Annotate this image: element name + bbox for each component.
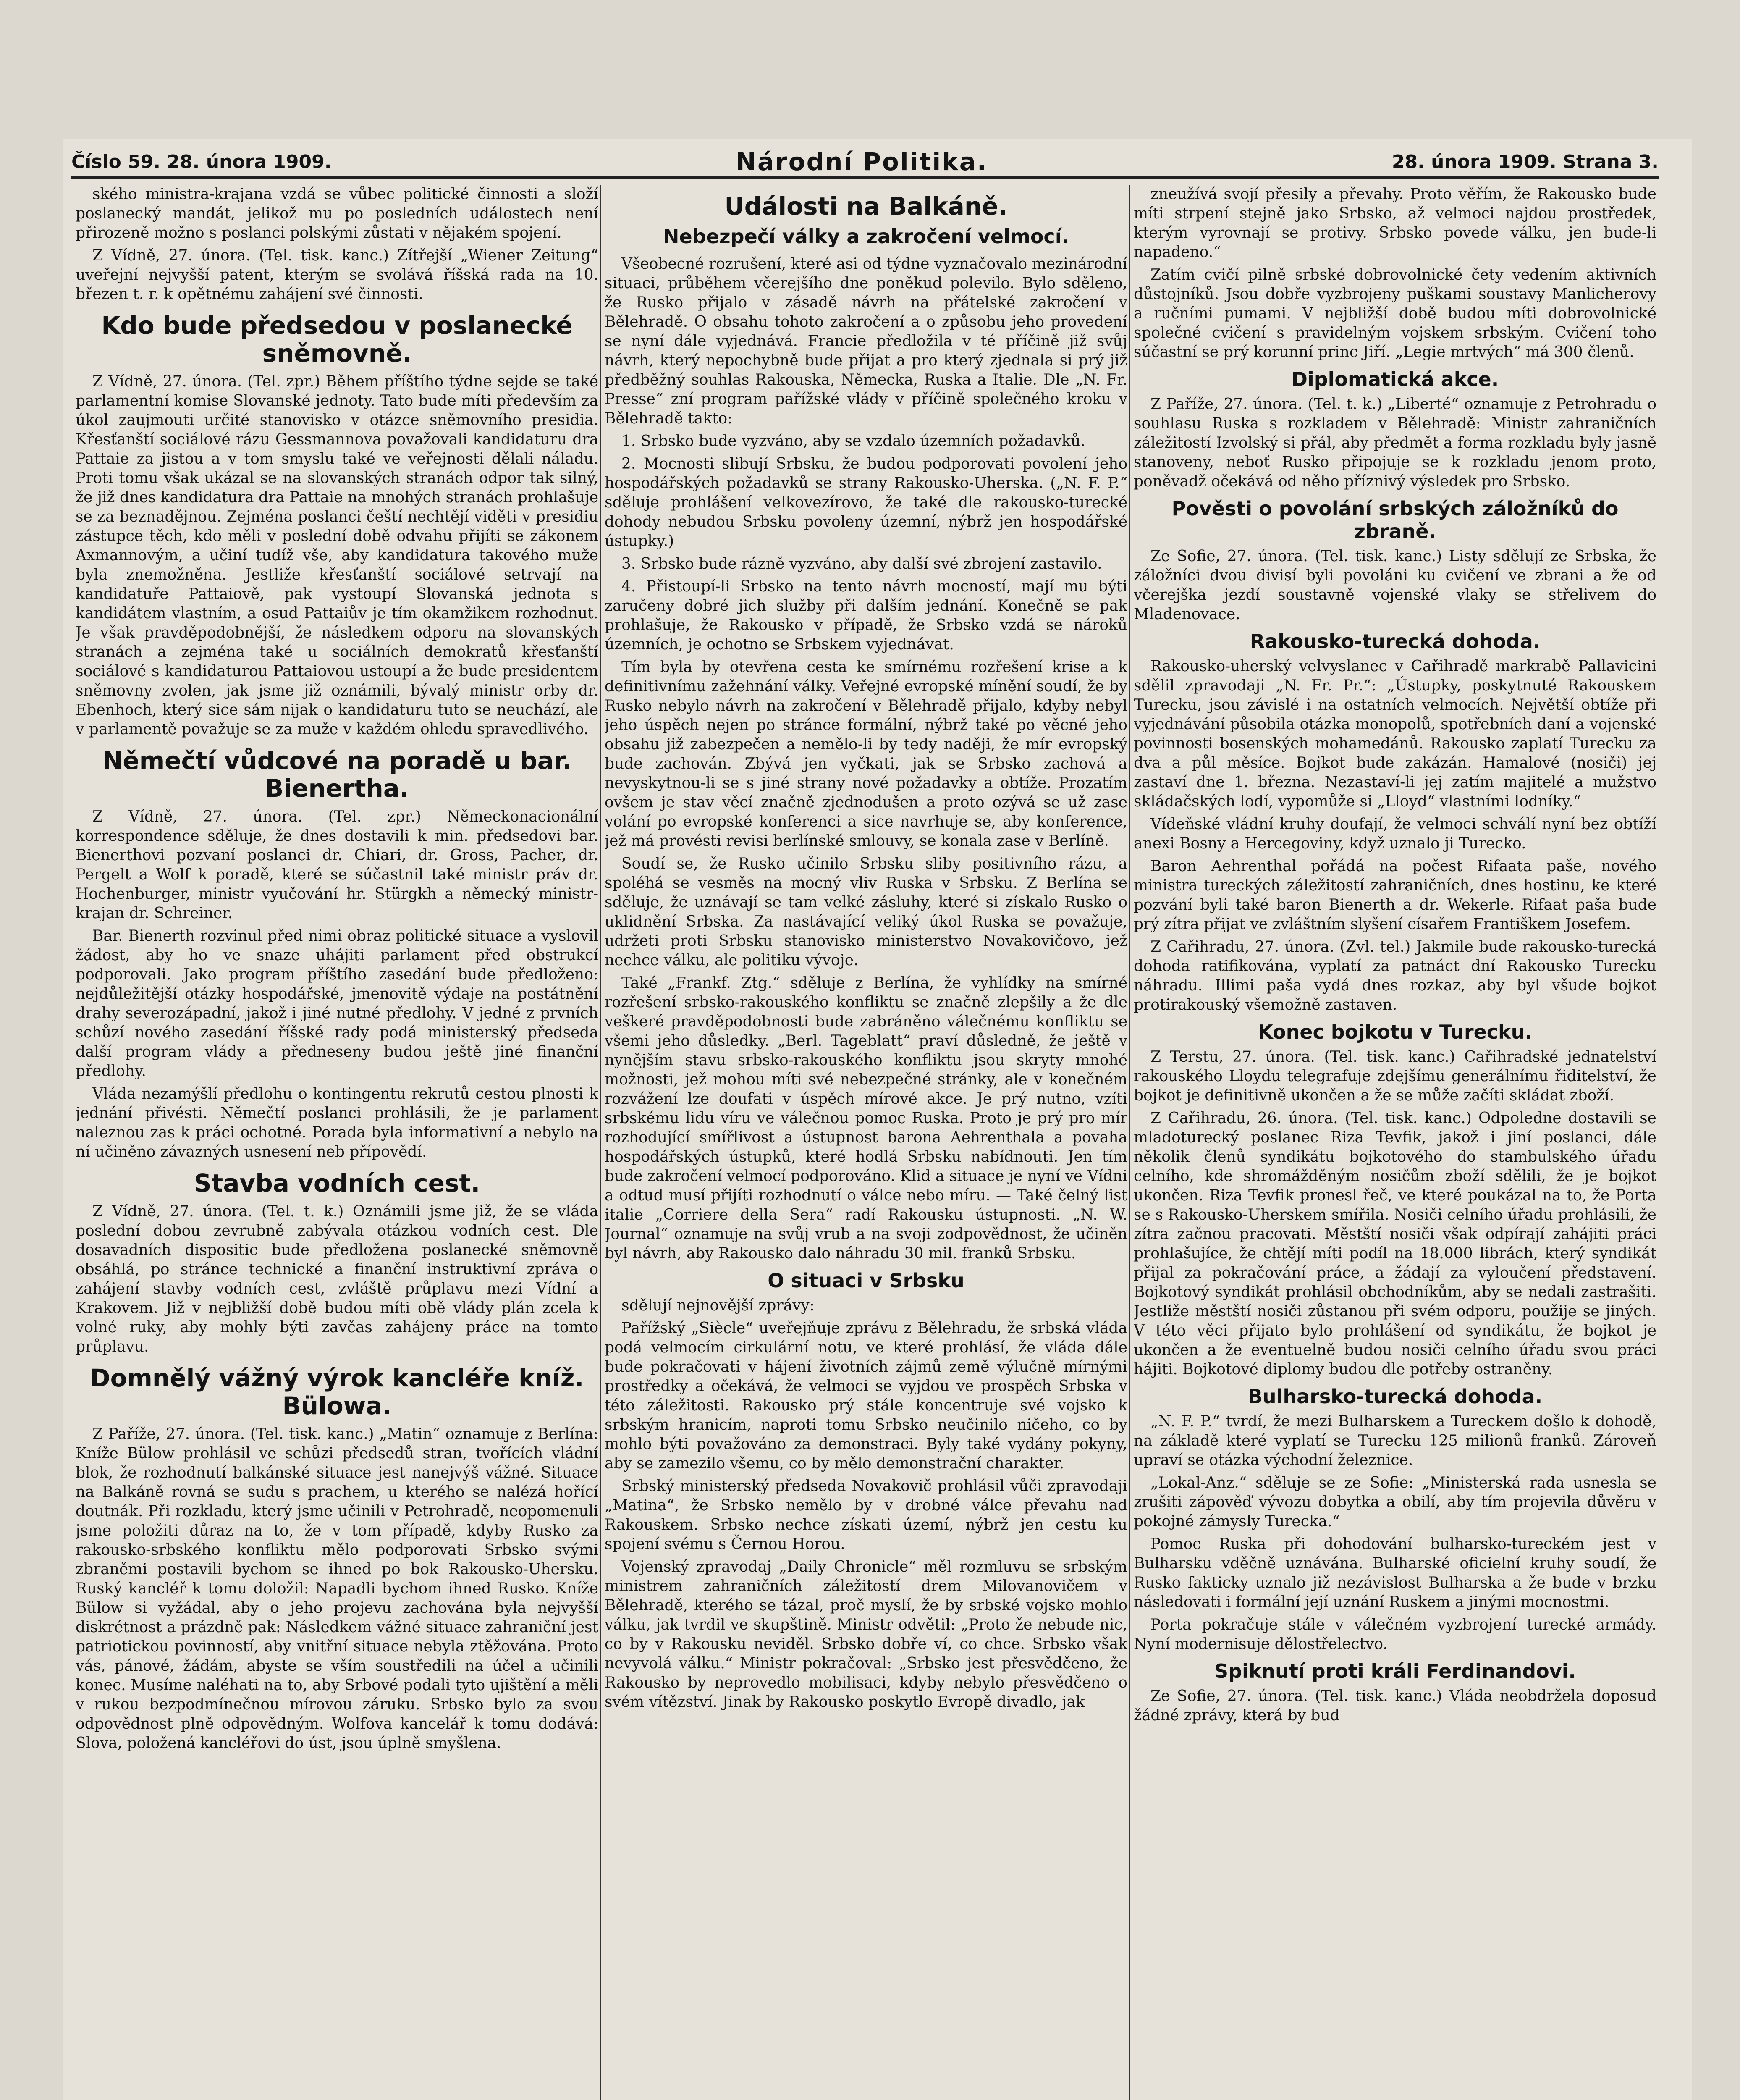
article-heading: Spiknutí proti králi Ferdinandovi. (1214, 1660, 1576, 1683)
article-paragraph: ského ministra-krajana vzdá se vůbec politické činnosti a složí poslanecký mandát, jelikož mu po posledních událostech není přirozeně možno s poslanci polskými zůstati v nějakém spojení. (76, 186, 598, 242)
column-rule (1129, 185, 1130, 2100)
article-subheading: Nebezpečí války a zakročení velmocí. (663, 225, 1069, 248)
page-header (71, 147, 1659, 179)
article-paragraph: Ze Sofie, 27. února. (Tel. tisk. kanc.) Listy sdělují ze Srbska, že záložníci dvou divisí byli povoláni ku cvičení ve zbrani a že od včerejška jezdí soustavně vojenské vlaky se střelivem do Mladenovace. (1134, 548, 1656, 623)
article-paragraph: Z Cařihradu, 26. února. (Tel. tisk. kanc.) Odpoledne dostavili se mladoturecký poslanec Riza Tevfik, jakož i jiní poslanci, dále několik členů syndikátu bojkotového do stambulského úřadu celního, kde shromážděným nosičům zboží sdělili, že je bojkot ukončen. Riza Tevfik pronesl řeč, ve které poukázal na to, že Porta se s Rakousko-Uherskem smířila. Nosiči celního úřadu prohlásili, že zítra začnou pracovati. Městští nosiči však odpírají zahájiti práci prohlašujíce, že chtějí míti podíl na 18.000 librách, který syndikát přijal za pokračování práce, a žádají za vyloučení představení. Bojkotový syndikát prohlásil obchodníkům, aby se nedali zastrašiti. Jestliže městští nosiči zůstanou při svém odporu, použije se jiných. V této věci přijato bylo prohlášení od syndikátu, že bojkot je ukončen a že eventuelně budou nosiči celního úřadu svou práci hájiti. Bojkotové diplomy budou dle potřeby ostraněny. (1134, 1110, 1656, 1378)
masthead: Národní Politika. (736, 147, 988, 176)
article-paragraph: Z Paříže, 27. února. (Tel. t. k.) „Liberté“ oznamuje z Petrohradu o souhlasu Ruska s rozkladem v Bělehradě: Ministr zahraničních záležitostí Izvolský si přál, aby předmět a forma rozkladu byly jasně stanoveny, neboť Rusko připojuje se k rozkladu jenom proto, poněvadž očekává od něho příznivý výsledek pro Srbsko. (1134, 396, 1656, 490)
article-paragraph: Pomoc Ruska při dohodování bulharsko-tureckém jest v Bulharsku vděčně uznávána. Bulharské oficielní kruhy soudí, že Rusko fakticky uznalo již nezávislost Bulharska a že bude v brzku následovati i formální její uznání Ruskem a jinými mocnostmi. (1134, 1536, 1656, 1611)
article-paragraph: Z Paříže, 27. února. (Tel. tisk. kanc.) „Matin“ oznamuje z Berlína: Kníže Bülow prohlásil ve schůzi předsedů stran, tvořících vládní blok, že rozhodnutí balkánské situace jest nanejvýš vážné. Situace na Balkáně rovná se sudu s prachem, u kterého se nalézá hořící doutnák. Při rozkladu, který jsme učinili v Petrohradě, neopomenuli jsme položiti důraz na to, že v tom případě, kdyby Rusko za rakousko-srbského konfliktu mělo podporovati Srbsko svými zbraněmi postavili bychom se ihned po bok Rakousko-Uhersku. Ruský kancléř k tomu doložil: Napadli bychom ihned Rusko. Kníže Bülow si vyžádal, aby o jeho projevu zachována byla nejvyšší diskrétnost a prázdně pak: Následkem vážné situace zahraniční jest patriotickou povinností, aby vnitřní situace nebyla ztěžována. Proto vás, pánové, žádám, abyste se vším soustředili na účel a učinili konec. Musíme naléhati na to, aby Srbové podali tyto ujištění a měli v rukou bezpodmínečnou mírovou záruku. Srbsko bylo za svou odpovědnost plně odpovědným. Wolfova kancelář k tomu dodává: Slova, položená kancléřovi do úst, jsou úplně smyšlena. (76, 1425, 598, 1752)
article-heading: Domnělý vážný výrok kancléře kníž. Bülowa. (90, 1364, 584, 1420)
article-paragraph: Z Cařihradu, 27. února. (Zvl. tel.) Jakmile bude rakousko-turecká dohoda ratifikována, vyplatí za patnáct dní Rakousko Turecku náhradu. Illimi paša vydá dnes rozkaz, aby byl všude bojkot protirakouský všemožně zastaven. (1134, 938, 1656, 1013)
article-heading: Diplomatická akce. (1291, 368, 1499, 391)
article-paragraph: „Lokal-Anz.“ sděluje se ze Sofie: „Ministerská rada usnesla se zrušiti zápověď vývozu dobytka a obilí, aby tím projevila důvěru v pokojné zámysly Turecka.“ (1134, 1474, 1656, 1530)
list-item: 3. Srbsko bude rázně vyzváno, aby další své zbrojení zastavilo. (621, 555, 1102, 572)
article-heading: Bulharsko-turecká dohoda. (1247, 1385, 1543, 1408)
article-paragraph: Tím byla by otevřena cesta ke smírnému rozřešení krise a k definitivnímu zažehnání války. Veřejné evropské mínění soudí, že by Rusko nebylo návrh na zakročení v Bělehradě přijalo, kdyby nebyl jeho úspěch nejen po stránce formální, nýbrž také po věcné jeho obsahu již zabezpečen a nemělo-li by tedy naději, že mír evropský bude zachován. Zbývá jen vyčkati, jak se Srbsko zachová a nevyskytnou-li se s jiné strany nové požadavky a obtíže. Prozatím ovšem je stav věcí značně zjednodušen a proto ozývá se už zase volání po evropské konferenci a sice navrhuje se, aby konference, jež má provésti revisi berlínské smlouvy, se konala zase v Berlíně. (605, 659, 1127, 850)
article-paragraph: Bar. Bienerth rozvinul před nimi obraz politické situace a vyslovil žádost, aby ho ve snaze uhájiti parlament před obstrukcí podporovali. Jako program příštího zasedání bude předloženo: nejdůležitější otázky hospodářské, jmenovitě výdaje na postátnění drahy severozápadní, jakož i jiné nutné předlohy. V jedné z prvních schůzí nového zasedání říšské rady podá ministerský předseda další program vlády a předneseny budou ještě jiné finanční předlohy. (76, 927, 598, 1080)
header-issue: Číslo 59. 28. února 1909. (71, 151, 332, 173)
header-page-number: 28. února 1909. Strana 3. (1391, 151, 1659, 173)
article-paragraph: Pařížský „Siècle“ uveřejňuje zprávu z Bělehradu, že srbská vláda podá velmocím cirkulární notu, ve které prohlásí, že vláda dále bude pokračovati v hájení životních zájmů země výlučně mírnými prostředky a očekává, že velmoci se vyjdou ve prospěch Srbska v této záležitosti. Rakousko prý stále koncentruje své vojsko k srbským hranicím, naproti tomu Srbsko neučinilo ničeho, co by mohlo býti považováno za demonstraci. Byly také vydány pokyny, aby se zamezilo všemu, co by mělo demonstrační charakter. (605, 1320, 1127, 1472)
article-heading: Konec bojkotu v Turecku. (1258, 1021, 1532, 1043)
article-paragraph: Také „Frankf. Ztg.“ sděluje z Berlína, že vyhlídky na smírné rozřešení srbsko-rakouského konfliktu se značně zlepšily a že dle veškeré pravděpodobnosti bude zabráněno válečnému konfliktu se všemi jeho důsledky. „Berl. Tageblatt“ praví důsledně, že ještě v nynějším stavu srbsko-rakouského konfliktu jsou skryty mnohé možnosti, jež mohou míti své nebezpečné stránky, ale v konečném rozvážení lze doufati v úspěch mírové akce. Je prý nutno, vzíti srbskému lidu víru ve válečnou pomoc Ruska. Proto je prý pro mír rozhodující smířlivost a ústupnost barona Aehrenthala a povaha hospodářských ústupků, které hodlá Srbsku nabídnouti. Jen tím bude zakročení velmocí podporováno. Klid a situace je nyní ve Vídni a odtud musí přijíti rozhodnutí o válce nebo míru. — Také čelný list italie „Corriere della Sera“ radí Rakousku ústupnosti. „N. W. Journal“ oznamuje na svůj vrub a na svoji zodpovědnost, že učiněn byl návrh, aby Rakousko dalo náhradu 30 mil. franků Srbsku. (605, 974, 1127, 1262)
article-paragraph: Ze Sofie, 27. února. (Tel. tisk. kanc.) Vláda neobdržela doposud žádné zprávy, která by bud (1134, 1688, 1656, 1724)
article-paragraph: Baron Aehrenthal pořádá na počest Rifaata paše, nového ministra tureckých záležitostí zahraničních, dnes hostinu, ke které pozvání byli také baron Bienerth a dr. Wekerle. Rifaat paša bude prý zítra přijat ve zvláštním slyšení císařem Františkem Josefem. (1134, 858, 1656, 933)
article-paragraph: Srbský ministerský předseda Novakovič prohlásil vůči zpravodaji „Matina“, že Srbsko nemělo by v drobné válce převahu nad Rakouskem. Srbsko nechce získati území, nýbrž jen cestu ku spojení svému s Černou Horou. (605, 1478, 1127, 1553)
article-heading: Stavba vodních cest. (194, 1169, 480, 1197)
article-paragraph: Vláda nezamýšlí předlohu o kontingentu rekrutů cestou plnosti k jednání přivésti. Němečtí poslanci prohlásili, že je parlament naleznou zas k práci ochotné. Porada byla informativní a nebylo na ní učiněno závazných usnesení neb přípovědí. (76, 1085, 598, 1160)
article-paragraph: zneužívá svojí přesily a převahy. Proto věřím, že Rakousko bude míti strpení stejně jako Srbsko, až velmoci najdou prostředek, kterým vyrovnají se protivy. Srbsko povede válku, jen bude-li napadeno.“ (1134, 186, 1656, 261)
article-paragraph: Z Vídně, 27. února. (Tel. zpr.) Během příštího týdne sejde se také parlamentní komise Slovanské jednoty. Tato bude míti především za úkol zaujmouti určité stanovisko v otázce sněmovního presidia. Křesťanští sociálové rázu Gessmannova považovali kandidaturu dra Pattaie za jistou a v tom smyslu také ve veřejnosti dělali náladu. Proti tomu však ukázal se na slovanských stranách odpor tak silný, že již dnes kandidatura dra Pattaie na mnohých stranách prohlašuje se za beznadějnou. Zejména poslanci čeští nechtějí viděti v presidiu zástupce těch, kdo měli v poslední době odvahu přijíti se zákonem Axmannovým, a učiní tudíž vše, aby kandidatura takového muže byla znemožněna. Jestliže křesťanští sociálové setrvají na kandidatuře Pattaiově, pak vystoupí Slovanská jednota s kandidátem vlastním, a osud Pattaiův je tím okamžikem rozhodnut. Je však pravděpodobnější, že následkem odporu na slovanských stranách a zejména také u sociálních demokratů křesťanští sociálové s kandidaturou Pattaiovou ustoupí a že bude presidentem sněmovny zvolen, jak jsme již oznámili, bývalý ministr orby dr. Ebenhoch, který sice sám nijak o kandidaturu tuto se neuchází, ale v parlamentě považuje se za muže v každém ohledu spravedlivého. (76, 373, 598, 738)
article-paragraph: Soudí se, že Rusko učinilo Srbsku sliby positivního rázu, a spoléhá se vesměs na mocný vliv Ruska v Srbsku. Z Berlína se sděluje, že uznávají se tam velké zásluhy, které si získalo Rusko o uklidnění Srbska. Za nastávající veliký úkol Ruska se považuje, udržeti proti Srbsku stanovisko ministerstvo Novakovičovo, jež nechce válku, ale politiku vývoje. (605, 855, 1127, 969)
article-paragraph: Z Vídně, 27. února. (Tel. zpr.) Německonacionální korrespondence sděluje, že dnes dostavili k min. předsedovi bar. Bienerthovi pozvaní poslanci dr. Chiari, dr. Gross, Pacher, dr. Pergelt a Wolf k poradě, které se súčastnil také ministr práv dr. Hochenburger, ministr vyučování hr. Stürgkh a německý ministr-krajan dr. Schreiner. (76, 808, 598, 922)
article-heading: O situaci v Srbsku (768, 1269, 964, 1292)
article-paragraph: „N. F. P.“ tvrdí, že mezi Bulharskem a Tureckem došlo k dohodě, na základě které vyplatí se Turecku 125 milionů franků. Zároveň upraví se otázka východní železnice. (1134, 1413, 1656, 1469)
column-3 (1134, 185, 1656, 2100)
column-2 (605, 185, 1127, 2100)
article-paragraph: Zatím cvičí pilně srbské dobrovolnické čety vedením aktivních důstojníků. Jsou dobře vyzbrojeny puškami soustavy Manlicherovy a ručními pumami. V nejbližší době budou míti dobrovolnické společné cvičení s pravidelným vojskem srbským. Cvičení toho súčastní se prý korunní princ Jiří. „Legie mrtvých“ má 300 členů. (1134, 266, 1656, 361)
article-paragraph: Porta pokračuje stále v válečném vyzbrojení turecké armády. Nyní modernisuje dělostřelectvo. (1134, 1616, 1656, 1653)
article-paragraph: Všeobecné rozrušení, které asi od týdne vyznačovalo mezinárodní situaci, průběhem včerejšího dne poněkud polevilo. Bylo sděleno, že Rusko přijalo v zásadě návrh na přátelské zakročení v Bělehradě. O obsahu tohoto zakročení a o způsobu jeho provedení se nyní dále vyjednává. Francie předložila v té příčině již svůj návrh, který nepochybně bude přijat a pro který zjednala si prý již předběžný souhlas Rakouska, Německa, Ruska a Italie. Dle „N. Fr. Presse“ zní program pařížské vlády v příčině společného kroku v Bělehradě takto: (605, 255, 1127, 427)
list-item: 1. Srbsko bude vyzváno, aby se vzdalo územních požadavků. (621, 433, 1085, 450)
list-item: 2. Mocnosti slibují Srbsku, že budou podporovati povolení jeho hospodářských požadavků se strany Rakousko-Uherska. („N. F. P.“ sděluje prohlášení velkovezírovo, že také dle rakousko-turecké dohody nebudou Srbsku povoleny územní, nýbrž jen hospodářské ústupky.) (605, 455, 1127, 550)
article-paragraph: Vojenský zpravodaj „Daily Chronicle“ měl rozmluvu se srbským ministrem zahraničních záležitostí drem Milovanovičem v Bělehradě, kterého se tázal, proč myslí, že by srbské vojsko mohlo válku, jak tvrdil ve skupštině. Ministr odvětil: „Proto že nebude nic, co by v Rakousku neviděl. Srbsko dobře ví, co chce. Srbsko však nevyvolá válku.“ Ministr pokračoval: „Srbsko jest přesvědčeno, že Rakousko by neprovedlo mobilisaci, kdyby nebylo přesvědčeno o svém vítězství. Jinak by Rakousko poskytlo Evropě divadlo, jak (605, 1558, 1127, 1711)
article-paragraph: Z Terstu, 27. února. (Tel. tisk. kanc.) Cařihradské jednatelství rakouského Lloydu telegrafuje zdejšímu generálnímu řiditelství, že bojkot je definitivně ukončen a že se může začíti skládat zboží. (1134, 1048, 1656, 1104)
list-item: 4. Přistoupí-li Srbsko na tento návrh mocností, mají mu býti zaručeny dobré jich služby při dalším jednání. Konečně se pak prohlašuje, že Rakousko v případě, že Srbsko vzdá se nároků územních, je ochotno se Srbskem vyjednávat. (605, 578, 1127, 653)
column-rule (600, 185, 601, 2100)
article-paragraph: Z Vídně, 27. února. (Tel. tisk. kanc.) Zítřejší „Wiener Zeitung“ uveřejní nejvyšší patent, kterým se svolává říšská rada na 10. březen t. r. k opětnému zahájení své činnosti. (76, 247, 598, 303)
article-heading: Kdo bude předsedou v poslanecké sněmovně. (101, 311, 573, 368)
article-heading: Němečtí vůdcové na poradě u bar. Bienertha. (102, 746, 572, 803)
column-1 (76, 185, 598, 2100)
section-heading: Události na Balkáně. (724, 192, 1008, 220)
article-heading: Pověsti o povolání srbských záložníků do zbraně. (1171, 497, 1619, 543)
article-heading: Rakousko-turecká dohoda. (1250, 630, 1541, 653)
article-paragraph: sdělují nejnovější zprávy: (621, 1297, 815, 1314)
article-paragraph: Vídeňské vládní kruhy doufají, že velmoci schválí nyní bez obtíží anexi Bosny a Hercegoviny, když uznalo ji Turecko. (1134, 816, 1656, 852)
article-paragraph: Rakousko-uherský velvyslanec v Cařihradě markrabě Pallavicini sdělil zpravodaji „N. Fr. Pr.“: „Ústupky, poskytnuté Rakouskem Turecku, jsou závislé i na ostatních velmocích. Největší obtíže při vyjednávání působila otázka monopolů, spotřebních daní a vojenské povinnosti bosenských mohamedánů. Rakousko zaplatí Turecku za dva a půl měsíce. Bojkot bude zakázán. Hamalové (nosiči) jej zastaví dne 1. března. Nezastaví-li jej zatím majitelé a mužstvo skládačských lodí, vypomůže si „Lloyd“ vlastními lodníky.“ (1134, 658, 1656, 810)
article-paragraph: Z Vídně, 27. února. (Tel. t. k.) Oznámili jsme již, že se vláda poslední dobou zevrubně zabývala otázkou vodních cest. Dle dosavadních dispositic bude předložena poslanecké sněmovně obsáhlá, po stránce technické a finanční instruktivní zpráva o zahájení stavby vodních cest, zvláště průplavu mezi Vídní a Krakovem. Již v nejbližší době budou míti obě vlády plán zcela k volné ruky, aby mohly býti zavčas zahájeny práce na tomto průplavu. (76, 1203, 598, 1355)
